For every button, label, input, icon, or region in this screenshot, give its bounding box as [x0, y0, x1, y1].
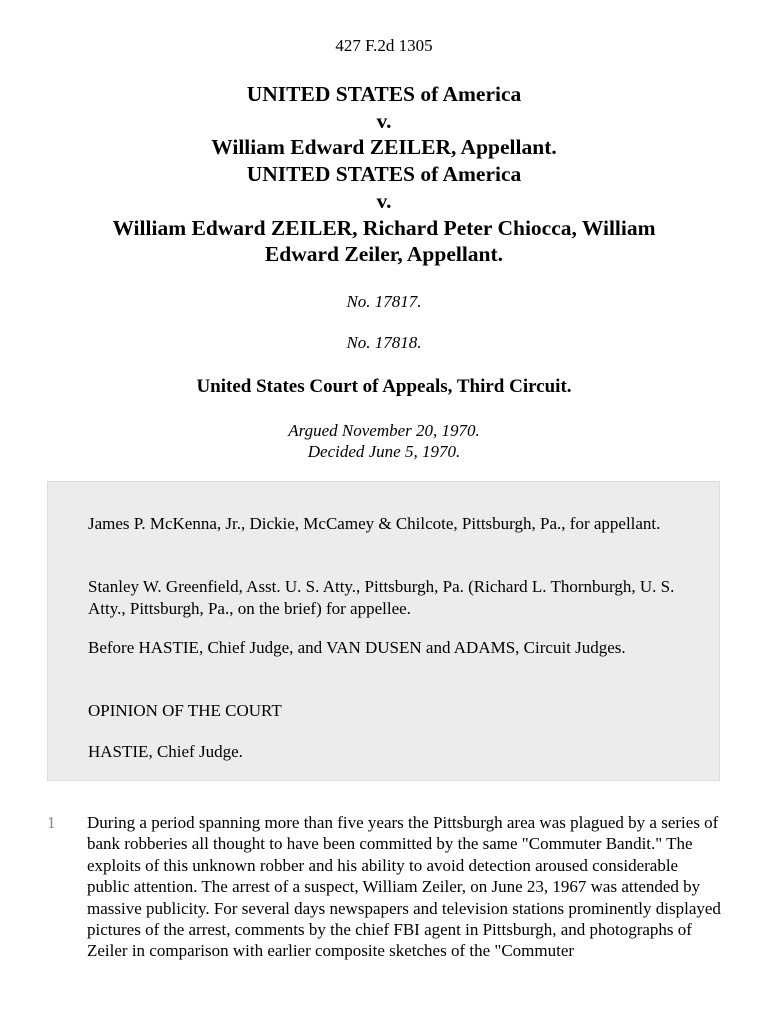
docket-number: No. 17817.: [346, 292, 422, 311]
caption-line: v.: [376, 108, 392, 133]
caption-line: William Edward ZEILER, Richard Peter Chiocca, William: [112, 215, 656, 240]
appellee-counsel: Stanley W. Greenfield, Asst. U. S. Atty., Pittsburgh, Pa. (Richard L. Thornburgh, U. S. Atty., Pittsburgh, Pa., on the brief) for appellee.: [88, 577, 675, 618]
appellant-counsel: James P. McKenna, Jr., Dickie, McCamey & Chilcote, Pittsburgh, Pa., for appellant.: [88, 514, 661, 533]
case-dates: [0, 420, 768, 462]
docket-number: No. 17818.: [346, 333, 422, 352]
counsel-box: [47, 481, 720, 781]
bench-panel: Before HASTIE, Chief Judge, and VAN DUSEN and ADAMS, Circuit Judges.: [88, 638, 626, 657]
case-caption: [0, 81, 768, 268]
caption-line: Edward Zeiler, Appellant.: [264, 242, 504, 267]
court-name: United States Court of Appeals, Third Circuit.: [196, 376, 572, 397]
decided-date: Decided June 5, 1970.: [307, 442, 461, 461]
caption-line: UNITED STATES of America: [246, 162, 522, 187]
paragraph-text: During a period spanning more than five years the Pittsburgh area was plagued by a series of bank robberies all thought to have been committed by the same "Commuter Bandit." The exploits of this unknown robber and his ability to avoid detection aroused considerable public attention. The arrest of a suspect, William Zeiler, on June 23, 1967 was attended by massive publicity. For several days newspapers and television stations prominently displayed pictures of the arrest, comments by the chief FBI agent in Pittsburgh, and photographs of Zeiler in comparison with earlier composite sketches of the "Commuter: [87, 813, 721, 961]
argued-date: Argued November 20, 1970.: [288, 421, 480, 440]
paragraph-number: 1: [47, 813, 56, 832]
opinion-author: HASTIE, Chief Judge.: [88, 742, 243, 761]
opinion-heading: OPINION OF THE COURT: [88, 701, 282, 720]
caption-line: UNITED STATES of America: [246, 82, 522, 106]
case-citation: 427 F.2d 1305: [335, 36, 433, 55]
caption-line: v.: [376, 188, 392, 213]
caption-line: William Edward ZEILER, Appellant.: [211, 135, 557, 160]
